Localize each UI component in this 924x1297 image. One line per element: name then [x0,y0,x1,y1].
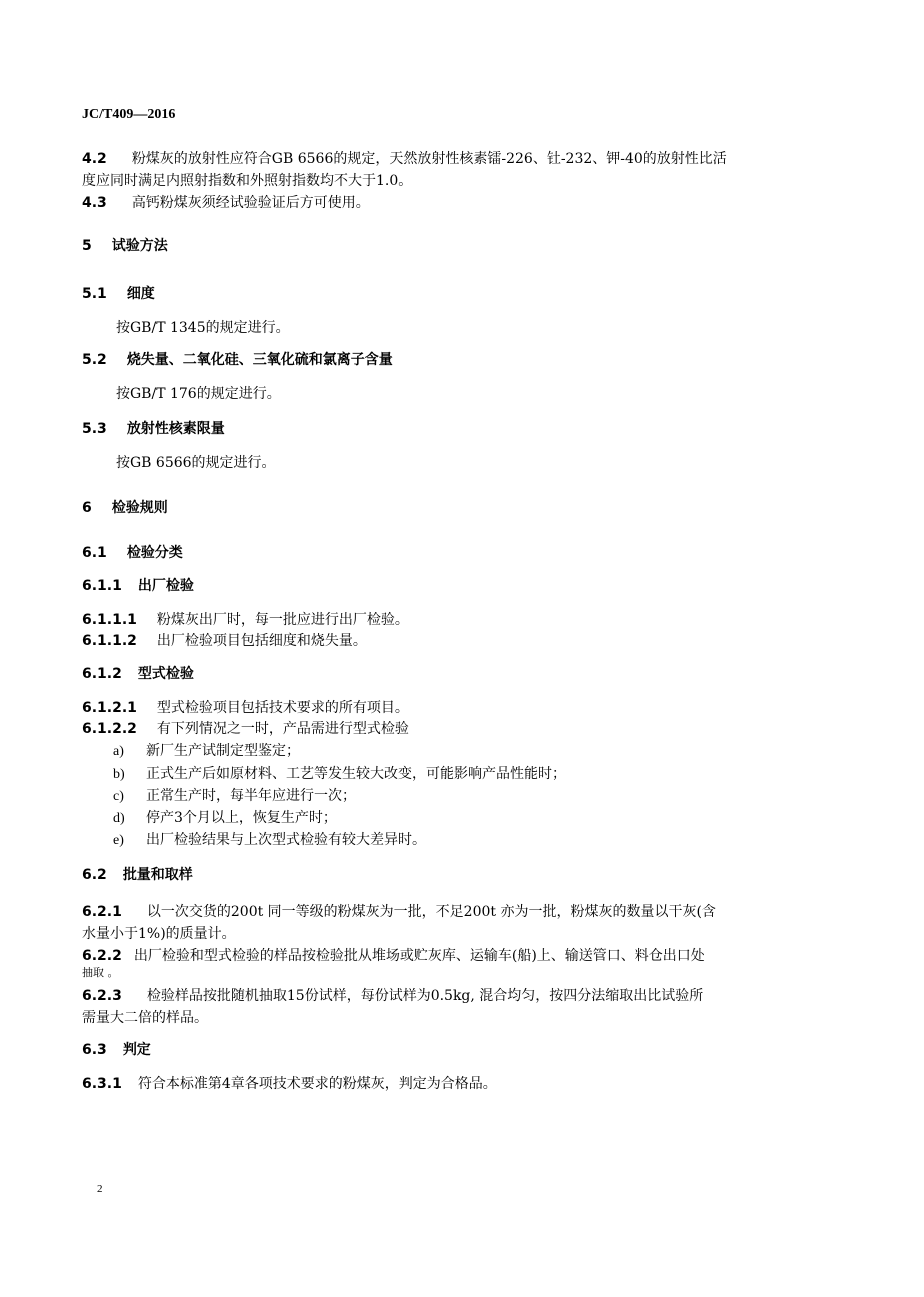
section-6-1-1-heading [82,575,194,595]
clause-number: 6.1.1.2 [82,633,137,649]
section-number: 6.1.1 [82,578,122,594]
clause-6-1-1-1 [82,609,409,629]
clause-6-2-2-continuation: 抽取 。 [82,966,119,979]
clause-number: 6.1.1.1 [82,612,137,628]
clause-text: 高钙粉煤灰须经试验验证后方可使用。 [131,195,370,211]
clause-6-1-1-2 [82,630,367,650]
list-item [113,740,300,760]
list-item-text: 新厂生产试制定型鉴定； [146,743,300,759]
clause-6-1-2-1 [82,697,409,717]
section-number: 6.3 [82,1042,107,1058]
section-5-heading [82,235,168,255]
list-item [113,785,356,805]
list-item [113,807,337,827]
clause-number: 6.2.3 [82,988,122,1004]
section-title: 烧失量、二氧化硅、三氧化硫和氯离子含量 [126,352,393,368]
section-title: 批量和取样 [122,867,193,883]
section-6-1-heading [82,542,183,562]
clause-6-2-2 [82,945,705,965]
page-number: 2 [97,1183,103,1195]
section-number: 6.1.2 [82,666,122,682]
section-number: 6.2 [82,867,107,883]
section-number: 5.2 [82,352,107,368]
clause-4-3 [82,192,370,212]
list-item-label: e) [113,833,124,848]
section-5-2-body: 按GB/T 176的规定进行。 [116,386,281,402]
clause-number: 4.2 [82,151,107,167]
section-number: 5.3 [82,421,107,437]
clause-4-2 [82,148,727,168]
clause-6-2-3-continuation: 需量大二倍的样品。 [82,1010,208,1026]
clause-6-1-2-2 [82,718,409,738]
section-number: 6.1 [82,545,107,561]
section-title: 检验分类 [126,545,183,561]
section-5-1-heading [82,283,155,303]
section-6-2-heading [82,864,193,884]
document-header: JC/T409—2016 [82,107,176,122]
section-6-3-heading [82,1039,151,1059]
section-5-3-body: 按GB 6566的规定进行。 [116,455,276,471]
clause-number: 6.3.1 [82,1076,122,1092]
clause-text: 符合本标准第4章各项技术要求的粉煤灰，判定为合格品。 [137,1076,497,1092]
clause-text: 型式检验项目包括技术要求的所有项目。 [156,700,409,716]
section-5-2-heading [82,349,393,369]
clause-number: 6.2.1 [82,904,122,920]
list-item [113,763,566,783]
clause-6-2-3 [82,985,703,1005]
clause-text: 出厂检验项目包括细度和烧失量。 [156,633,367,649]
list-item-text: 停产3个月以上，恢复生产时； [146,810,337,826]
section-5-3-heading [82,418,225,438]
section-number: 6 [82,500,92,516]
section-6-1-2-heading [82,663,194,683]
section-title: 检验规则 [111,500,168,516]
list-item-label: b) [113,767,125,782]
clause-text: 有下列情况之一时，产品需进行型式检验 [156,721,409,737]
list-item-text: 正常生产时，每半年应进行一次； [146,788,356,804]
clause-4-2-continuation: 度应同时满足内照射指数和外照射指数均不大于1.0。 [82,173,413,189]
section-title: 细度 [126,286,155,302]
list-item-text: 出厂检验结果与上次型式检验有较大差异时。 [146,832,426,848]
clause-number: 6.2.2 [82,948,122,964]
clause-number: 6.1.2.1 [82,700,137,716]
section-number: 5.1 [82,286,107,302]
clause-6-2-1 [82,901,716,921]
section-5-1-body: 按GB/T 1345的规定进行。 [116,320,290,336]
clause-6-2-1-continuation: 水量小于1%)的质量计。 [82,926,236,942]
section-6-heading [82,497,168,517]
list-item-label: c) [113,789,124,804]
section-title: 判定 [122,1042,151,1058]
list-item-text: 正式生产后如原材料、工艺等发生较大改变，可能影响产品性能时； [146,766,566,782]
clause-text: 以一次交货的200t 同一等级的粉煤灰为一批，不足200t 亦为一批，粉煤灰的数量以干灰(含 [146,904,716,920]
section-title: 型式检验 [137,666,194,682]
section-title: 试验方法 [111,238,168,254]
list-item [113,829,426,849]
clause-number: 4.3 [82,195,107,211]
clause-text: 检验样品按批随机抽取15份试样，每份试样为0.5kg, 混合均匀，按四分法缩取出比试验所 [146,988,704,1004]
list-item-label: d) [113,811,125,826]
clause-6-3-1 [82,1073,497,1093]
section-title: 出厂检验 [137,578,194,594]
section-title: 放射性核素限量 [126,421,225,437]
clause-text: 粉煤灰出厂时，每一批应进行出厂检验。 [156,612,409,628]
list-item-label: a) [113,744,124,759]
clause-text: 出厂检验和型式检验的样品按检验批从堆场或贮灰库、运输车(船)上、输送管口、料仓出口处 [133,948,705,964]
clause-number: 6.1.2.2 [82,721,137,737]
section-number: 5 [82,238,92,254]
clause-text: 粉煤灰的放射性应符合GB 6566的规定，天然放射性核素镭-226、钍-232、钾-40的放射性比活 [131,151,727,167]
